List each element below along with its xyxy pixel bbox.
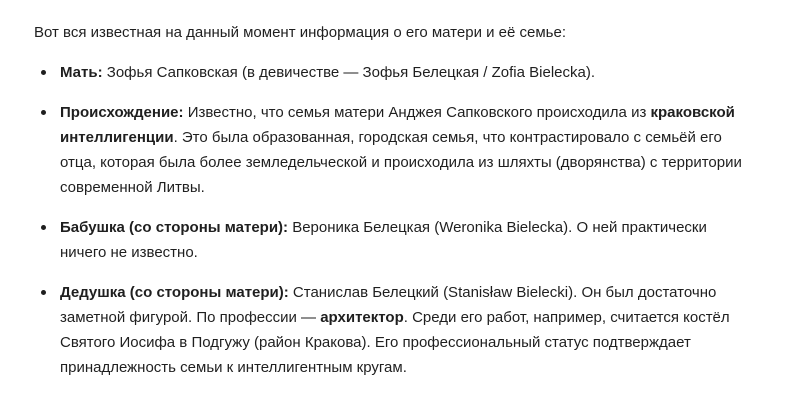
list-item-label: Происхождение: xyxy=(60,104,184,121)
list-item-text: . Это была образованная, городская семья, что контрастировало с семьёй его отца, которая была более земледельческой и происходила из шляхты (дворянства) с территории современной Литвы. xyxy=(60,129,742,196)
list-item-emphasis: архитектор xyxy=(320,309,404,326)
list-item-text: Вероника Белецкая (Weronika Bielecka). О ней практически ничего не известно. xyxy=(60,219,707,261)
list-item xyxy=(34,280,754,380)
list-item-text: Известно, что семья матери Анджея Сапковского происходила из xyxy=(183,104,651,121)
list-item-text: Зофья Сапковская (в девичестве — Зофья Белецкая / Zofia Bielecka). xyxy=(102,64,596,81)
list-item xyxy=(34,60,754,85)
list-item-emphasis: краковской интеллигенции xyxy=(60,104,735,146)
intro-paragraph: Вот вся известная на данный момент информация о его матери и её семье: xyxy=(34,24,566,41)
list-item-label: Мать: xyxy=(60,64,103,81)
list-item-text: Станислав Белецкий (Stanisław Bielecki). Он был достаточно заметной фигурой. По профессии — xyxy=(60,284,717,326)
list-item xyxy=(34,215,754,265)
list-item-label: Бабушка (со стороны матери): xyxy=(60,219,289,236)
list-item xyxy=(34,100,754,200)
family-info-list xyxy=(34,60,754,380)
list-item-text: . Среди его работ, например, считается костёл Святого Иосифа в Подгужу (район Кракова). Его профессиональный статус подтверждает принадлежность семьи к интеллигентным кругам. xyxy=(60,309,730,376)
list-item-label: Дедушка (со стороны матери): xyxy=(60,284,289,301)
